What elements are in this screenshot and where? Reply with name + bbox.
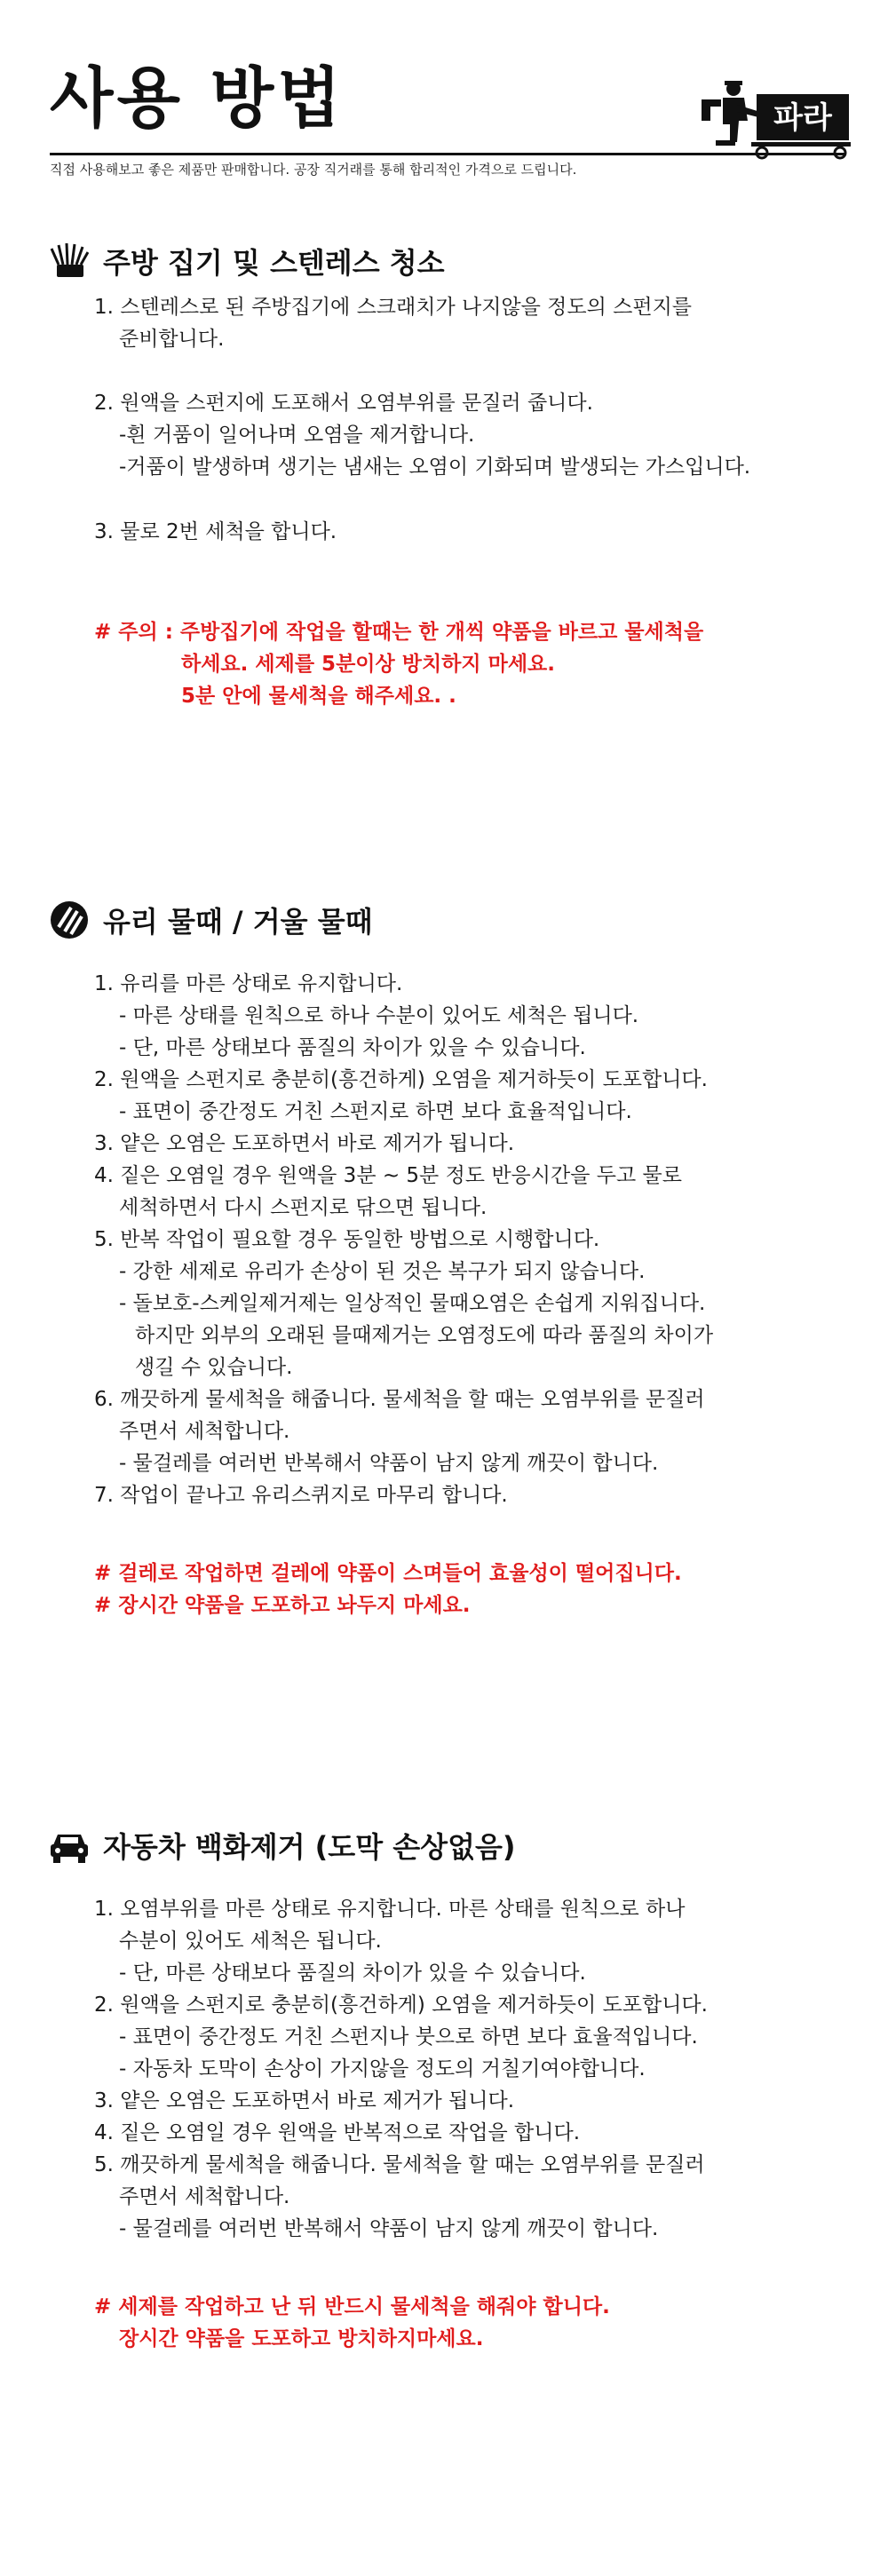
section-glass-mirror xyxy=(50,899,849,1617)
page-subtitle: 직접 사용해보고 좋은 제품만 판매합니다. 공장 직거래를 통해 합리적인 가격으로 드립니다. xyxy=(50,162,577,178)
instruction-line: -흰 거품이 일어나며 오염을 제거합니다. xyxy=(119,424,475,447)
brand-logo xyxy=(698,78,853,160)
car-icon xyxy=(50,1826,89,1865)
instruction-line: 3. 얕은 오염은 도포하면서 바로 제거가 됩니다. xyxy=(94,2089,515,2112)
instruction-line: 1. 스텐레스로 된 주방집기에 스크래치가 나지않을 정도의 스펀지를 xyxy=(94,296,693,319)
instruction-line: 3. 물로 2번 세척을 합니다. xyxy=(94,520,337,543)
warning-line: # 세제를 작업하고 난 뒤 반드시 물세척을 해줘야 합니다. xyxy=(94,2295,610,2318)
instruction-line: - 단, 마른 상태보다 품질의 차이가 있을 수 있습니다. xyxy=(119,1036,586,1059)
instruction-line: - 강한 세제로 유리가 손상이 된 것은 복구가 되지 않습니다. xyxy=(119,1260,646,1283)
instruction-line: 5. 반복 작업이 필요할 경우 동일한 방법으로 시행합니다. xyxy=(94,1228,600,1251)
instruction-line: 5. 깨끗하게 물세척을 해줍니다. 물세척을 할 때는 오염부위를 문질러 xyxy=(94,2153,705,2176)
instruction-line: 1. 유리를 마른 상태로 유지합니다. xyxy=(94,972,403,995)
warning-line: 장시간 약품을 도포하고 방치하지마세요. xyxy=(119,2327,484,2350)
section-heading xyxy=(50,1824,849,1867)
warning-line: # 주의 : 주방집기에 작업을 할때는 한 개씩 약품을 바르고 물세척을 xyxy=(94,621,704,644)
glass-icon xyxy=(50,900,89,939)
instruction-line: 주면서 세척합니다. xyxy=(119,2185,290,2208)
instruction-line: - 물걸레를 여러번 반복해서 약품이 남지 않게 깨끗이 합니다. xyxy=(119,2217,659,2240)
instruction-line: -거품이 발생하며 생기는 냄새는 오염이 기화되며 발생되는 가스입니다. xyxy=(119,456,751,479)
instruction-line: 6. 깨끗하게 물세척을 해줍니다. 물세척을 할 때는 오염부위를 문질러 xyxy=(94,1388,705,1411)
instruction-line: 하지만 외부의 오래된 믈때제거는 오염정도에 따라 품질의 차이가 xyxy=(135,1324,714,1347)
header xyxy=(50,60,849,178)
instruction-line: 2. 원액을 스펀지에 도포해서 오염부위를 문질러 줍니다. xyxy=(94,392,593,415)
instruction-line: 4. 짙은 오염일 경우 원액을 3분 ~ 5분 정도 반응시간을 두고 물로 xyxy=(94,1164,682,1187)
section-title: 유리 물때 / 거울 물때 xyxy=(103,905,373,939)
header-divider xyxy=(50,153,844,155)
instruction-line: 2. 원액을 스펀지로 충분히(흥건하게) 오염을 제거하듯이 도포합니다. xyxy=(94,1993,708,2017)
instruction-line: 3. 얕은 오염은 도포하면서 바로 제거가 됩니다. xyxy=(94,1132,515,1155)
instruction-line: - 단, 마른 상태보다 품질의 차이가 있을 수 있습니다. xyxy=(119,1962,586,1985)
instruction-line: 세척하면서 다시 스펀지로 닦으면 됩니다. xyxy=(119,1196,488,1219)
instruction-line: 7. 작업이 끝나고 유리스퀴지로 마무리 합니다. xyxy=(94,1484,508,1507)
instruction-line: 준비합니다. xyxy=(119,328,225,351)
brush-icon xyxy=(50,242,89,281)
instruction-line: 4. 짙은 오염일 경우 원액을 반복적으로 작업을 합니다. xyxy=(94,2121,581,2144)
instruction-line: 생길 수 있습니다. xyxy=(135,1356,293,1379)
section-heading xyxy=(50,899,849,941)
section-heading xyxy=(50,240,849,282)
section-car-whitening xyxy=(50,1824,849,2350)
instruction-line: 주면서 세척합니다. xyxy=(119,1420,290,1443)
warning-line: 하세요. 세제를 5분이상 방치하지 마세요. xyxy=(181,653,555,676)
instruction-line: - 표면이 중간정도 거친 스펀지로 하면 보다 효율적입니다. xyxy=(119,1100,632,1123)
section-title: 주방 집기 및 스텐레스 청소 xyxy=(103,246,445,280)
section-kitchen-stainless xyxy=(50,240,849,708)
instruction-line: 1. 오염부위를 마른 상태로 유지합니다. 마른 상태를 원칙으로 하나 xyxy=(94,1898,686,1921)
instruction-line: - 표면이 중간정도 거친 스펀지나 붓으로 하면 보다 효율적입니다. xyxy=(119,2025,698,2049)
instruction-line: - 자동차 도막이 손상이 가지않을 정도의 거칠기여야합니다. xyxy=(119,2057,646,2081)
instruction-line: - 물걸레를 여러번 반복해서 약품이 남지 않게 깨끗이 합니다. xyxy=(119,1452,659,1475)
instruction-line: - 마른 상태를 원칙으로 하나 수분이 있어도 세척은 됩니다. xyxy=(119,1004,639,1027)
warning-line: # 장시간 약품을 도포하고 놔두지 마세요. xyxy=(94,1594,471,1617)
logo-text: 파라 xyxy=(773,100,832,136)
instruction-line: 수분이 있어도 세척은 됩니다. xyxy=(119,1930,382,1953)
warning-line: 5분 안에 물세척을 해주세요. . xyxy=(181,685,456,708)
warning-line: # 걸레로 작업하면 걸레에 약품이 스며들어 효율성이 떨어집니다. xyxy=(94,1562,682,1585)
instruction-line: 2. 원액을 스펀지로 충분히(흥건하게) 오염을 제거하듯이 도포합니다. xyxy=(94,1068,708,1091)
instruction-line: - 돌보호-스케일제거제는 일상적인 물때오염은 손쉽게 지워집니다. xyxy=(119,1292,706,1315)
page-title: 사용 방법 xyxy=(50,60,345,137)
section-title: 자동차 백화제거 (도막 손상없음) xyxy=(103,1830,516,1864)
